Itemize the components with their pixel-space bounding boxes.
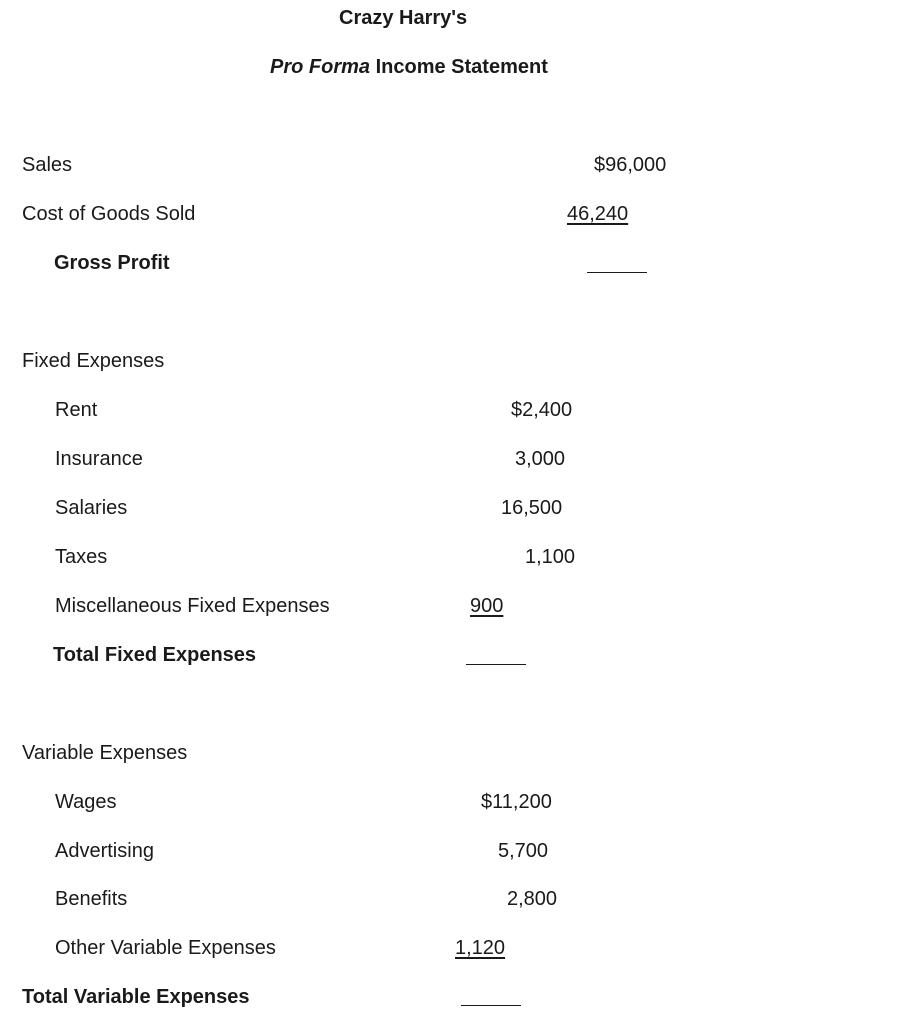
fixed-item-value-rent: $2,400 <box>511 399 573 421</box>
cogs-value: 46,240 <box>567 203 629 225</box>
variable-item-label-advertising: Advertising <box>55 840 154 862</box>
cogs-label: Cost of Goods Sold <box>22 203 196 225</box>
variable-item-label-benefits: Benefits <box>55 888 128 910</box>
total-fixed-expenses-label: Total Fixed Expenses <box>53 644 257 666</box>
fixed-item-label-salaries: Salaries <box>55 497 128 519</box>
total-variable-expenses-blank <box>461 1005 521 1006</box>
variable-item-value-wages: $11,200 <box>481 791 552 813</box>
gross-profit-blank <box>587 272 647 273</box>
variable-item-value-advertising: 5,700 <box>498 840 549 862</box>
total-variable-expenses-label: Total Variable Expenses <box>22 986 250 1008</box>
variable-expenses-heading: Variable Expenses <box>22 742 188 764</box>
company-name: Crazy Harry's <box>339 7 468 29</box>
variable-item-value-other: 1,120 <box>455 937 506 959</box>
fixed-item-value-misc: 900 <box>470 595 504 617</box>
fixed-item-label-taxes: Taxes <box>55 546 108 568</box>
fixed-item-value-insurance: 3,000 <box>515 448 566 470</box>
variable-item-label-wages: Wages <box>55 791 117 813</box>
gross-profit-label: Gross Profit <box>54 252 170 274</box>
fixed-item-value-salaries: 16,500 <box>501 497 563 519</box>
fixed-item-label-rent: Rent <box>55 399 98 421</box>
fixed-item-label-misc: Miscellaneous Fixed Expenses <box>55 595 330 617</box>
statement-title-rest: Income Statement <box>375 56 548 78</box>
statement-title <box>270 55 548 79</box>
fixed-expenses-heading: Fixed Expenses <box>22 350 165 372</box>
sales-value: $96,000 <box>594 154 667 176</box>
fixed-item-value-taxes: 1,100 <box>525 546 576 568</box>
sales-label: Sales <box>22 154 73 176</box>
total-fixed-expenses-blank <box>466 664 526 665</box>
statement-title-italic: Pro Forma <box>270 56 371 78</box>
variable-item-value-benefits: 2,800 <box>507 888 558 910</box>
variable-item-label-other: Other Variable Expenses <box>55 937 276 959</box>
fixed-item-label-insurance: Insurance <box>55 448 143 470</box>
